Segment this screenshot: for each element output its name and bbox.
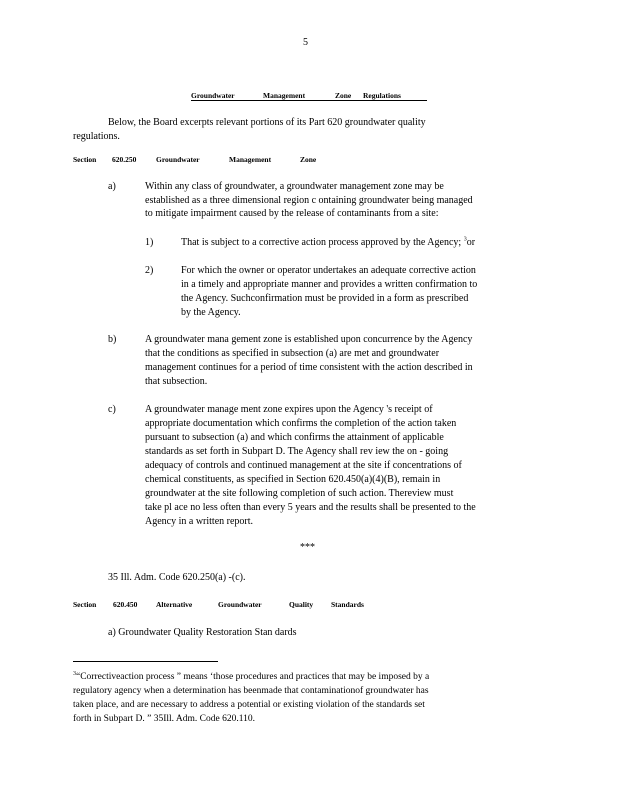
item-label: 2) <box>145 265 154 276</box>
item-line: by the Agency. <box>181 307 241 318</box>
section-label: Section <box>73 600 97 609</box>
para-line: established as a three dimensional region c ontaining groundwater being managed <box>145 195 473 206</box>
section-word: Standards <box>331 600 364 609</box>
para-line: appropriate documentation which confirms the completion of the action taken <box>145 418 457 429</box>
title-word: Zone <box>335 91 352 100</box>
title-word: Regulations <box>363 91 401 100</box>
section-number: 620.450 <box>113 600 138 609</box>
para-line: A groundwater mana gement zone is established upon concurrence by the Agency <box>145 334 473 345</box>
para-label: c) <box>108 404 116 415</box>
section-word: Quality <box>289 600 314 609</box>
footnote-marker: 3 <box>73 670 76 677</box>
item-text: That is subject to a corrective action process approved by the Agency; <box>181 237 462 248</box>
section-word: Alternative <box>156 600 193 609</box>
intro-line: Below, the Board excerpts relevant portions of its Part 620 groundwater quality <box>108 117 426 128</box>
separator: *** <box>300 542 315 553</box>
para-line: take pl ace no less often than every 5 years and the results shall be presented to the <box>145 502 476 513</box>
footnote-ref: 3 <box>463 236 467 243</box>
item-label: 1) <box>145 237 154 248</box>
footnote-text: “Correctiveaction process ” means ‘those procedures and practices that may be imposed by a <box>76 672 430 682</box>
para-line: Agency in a written report. <box>145 516 254 527</box>
para-line: Within any class of groundwater, a groundwater management zone may be <box>145 181 444 192</box>
section-number: 620.250 <box>112 155 137 164</box>
footnote-line: forth in Subpart D. ” 35Ill. Adm. Code 620.110. <box>73 714 255 724</box>
para-line: management continues for a period of time consistent with the action described in <box>145 362 473 373</box>
footnote-line: regulatory agency when a determination has beenmade that contaminationof groundwater has <box>73 686 429 696</box>
para-line: that subsection. <box>145 376 208 387</box>
para-line: pursuant to subsection (a) and which confirms the attainment of applicable <box>145 432 444 443</box>
para-line: standards as set forth in Subpart D. The Agency shall rev iew the on - going <box>145 446 449 457</box>
para-label: a) <box>108 181 116 192</box>
item-line <box>181 236 475 250</box>
item-line: the Agency. Suchconfirmation must be provided in a form as prescribed <box>181 293 469 304</box>
footnote-rule <box>73 661 218 662</box>
title-word: Management <box>263 91 306 100</box>
para-line: to mitigate impairment caused by the release of contaminants from a site: <box>145 208 439 219</box>
intro-line: regulations. <box>73 131 120 142</box>
section-word: Groundwater <box>218 600 262 609</box>
footnote-line <box>73 670 429 684</box>
para-line: chemical constituents, as specified in Section 620.450(a)(4)(B), remain in <box>145 474 441 485</box>
section-word: Management <box>229 155 272 164</box>
item-line: in a timely and appropriate manner and provides a written confirmation to <box>181 279 478 290</box>
title-underline <box>191 100 427 101</box>
footnote-line: taken place, and are necessary to address a potential or existing violation of the standards set <box>73 700 425 710</box>
section-word: Groundwater <box>156 155 200 164</box>
para-line: that the conditions as specified in subsection (a) are met and groundwater <box>145 348 440 359</box>
title-word: Groundwater <box>191 91 235 100</box>
section-word: Zone <box>300 155 317 164</box>
para-line: adequacy of controls and continued management at the site if concentrations of <box>145 460 462 471</box>
para-line: A groundwater manage ment zone expires upon the Agency 's receipt of <box>145 404 433 415</box>
item-tail: or <box>466 237 476 248</box>
section-label: Section <box>73 155 97 164</box>
subsection-line: a) Groundwater Quality Restoration Stan dards <box>108 627 297 638</box>
para-label: b) <box>108 334 117 345</box>
citation: 35 Ill. Adm. Code 620.250(a) -(c). <box>108 572 246 583</box>
item-line: For which the owner or operator undertakes an adequate corrective action <box>181 265 476 276</box>
para-line: groundwater at the site following completion of such action. Thereview must <box>145 488 454 499</box>
page-number: 5 <box>303 37 308 48</box>
